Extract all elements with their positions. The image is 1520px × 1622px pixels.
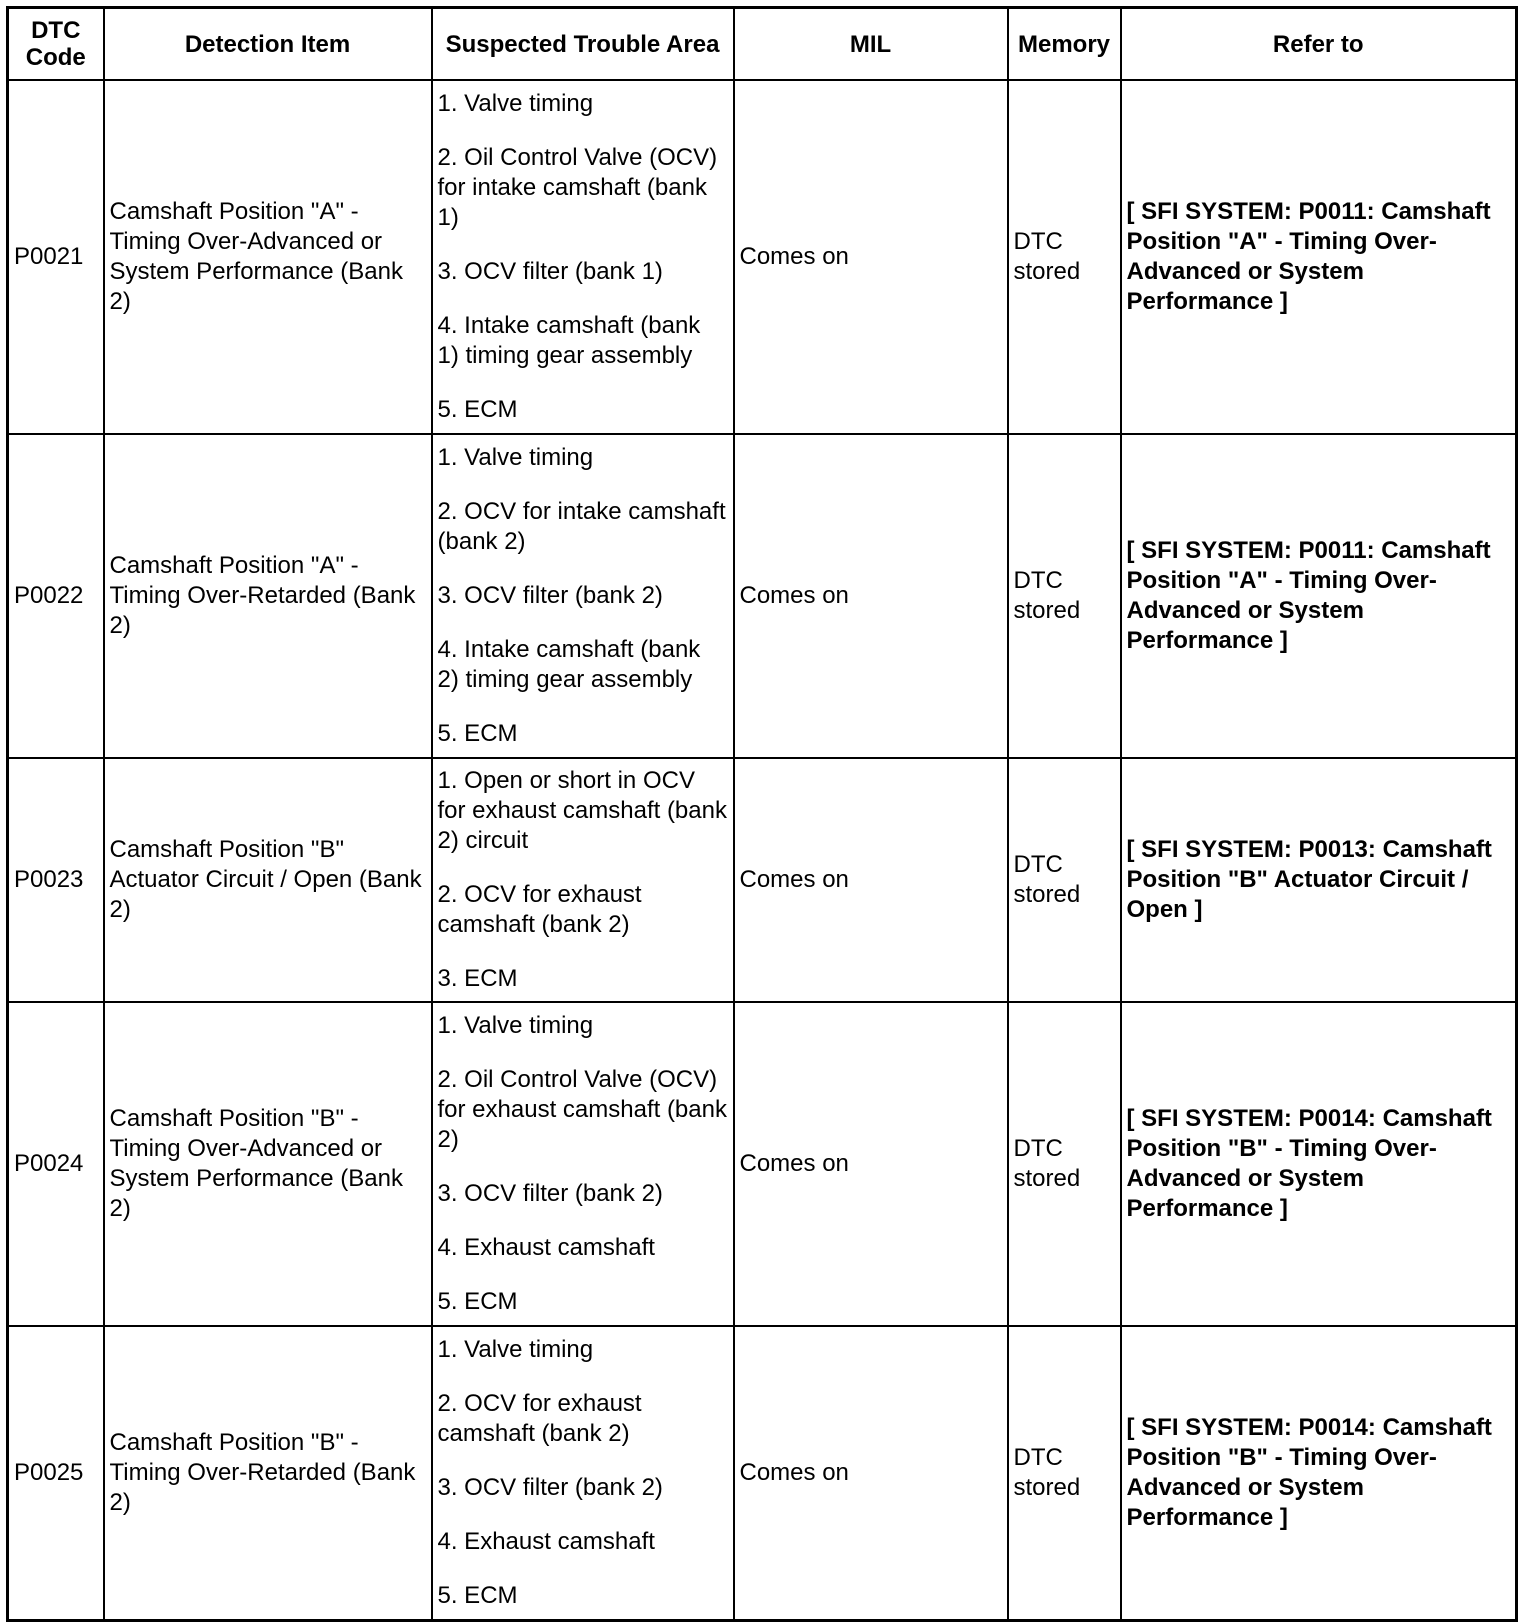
detection-item-cell: Camshaft Position "A" - Timing Over-Retarded (Bank 2) [104,434,432,758]
trouble-area-cell [432,80,734,434]
dtc-code-cell: P0025 [8,1326,104,1621]
trouble-area-item: 5. ECM [437,720,518,747]
mil-cell: Comes on [734,434,1008,758]
detection-item-cell: Camshaft Position "B" Actuator Circuit / Open (Bank 2) [104,758,432,1002]
detection-item-cell: Camshaft Position "B" - Timing Over-Advanced or System Performance (Bank 2) [104,1002,432,1326]
trouble-area-item: 3. OCV filter (bank 2) [437,1180,663,1207]
header-suspected-trouble-area: Suspected Trouble Area [432,8,734,81]
refer-to-cell: [ SFI SYSTEM: P0013: Camshaft Position "B" Actuator Circuit / Open ] [1121,758,1517,1002]
trouble-area-item: 2. OCV for exhaust camshaft (bank 2) [437,1390,642,1447]
trouble-area-item: 1. Valve timing [437,90,594,117]
trouble-area-item: 2. Oil Control Valve (OCV) for exhaust camshaft (bank 2) [437,1066,727,1153]
memory-cell: DTC stored [1008,1326,1121,1621]
trouble-area-item: 1. Valve timing [437,444,594,471]
trouble-area-cell [432,434,734,758]
header-memory: Memory [1008,8,1121,81]
trouble-area-item: 1. Open or short in OCV for exhaust camshaft (bank 2) circuit [437,767,727,854]
trouble-area-cell [432,1002,734,1326]
trouble-area-cell [432,1326,734,1621]
dtc-table-wrapper [6,6,1518,1622]
trouble-area-cell [432,758,734,1002]
header-dtc-code: DTC Code [8,8,104,81]
dtc-code-cell: P0024 [8,1002,104,1326]
trouble-area-item: 4. Intake camshaft (bank 2) timing gear assembly [437,636,701,693]
dtc-table [6,6,1518,1622]
trouble-area-item: 2. OCV for exhaust camshaft (bank 2) [437,881,642,938]
trouble-area-item: 4. Exhaust camshaft [437,1234,655,1261]
mil-cell: Comes on [734,758,1008,1002]
trouble-area-item: 4. Exhaust camshaft [437,1528,655,1555]
dtc-code-cell: P0023 [8,758,104,1002]
memory-cell: DTC stored [1008,434,1121,758]
trouble-area-item: 2. Oil Control Valve (OCV) for intake camshaft (bank 1) [437,144,718,231]
header-mil: MIL [734,8,1008,81]
header-detection-item: Detection Item [104,8,432,81]
trouble-area-item: 2. OCV for intake camshaft (bank 2) [437,498,726,555]
trouble-area-item: 5. ECM [437,1288,518,1315]
refer-to-cell: [ SFI SYSTEM: P0011: Camshaft Position "A" - Timing Over-Advanced or System Performance ] [1121,434,1517,758]
dtc-code-cell: P0022 [8,434,104,758]
memory-cell: DTC stored [1008,80,1121,434]
trouble-area-item: 3. OCV filter (bank 2) [437,1474,663,1501]
mil-cell: Comes on [734,1002,1008,1326]
mil-cell: Comes on [734,1326,1008,1621]
mil-cell: Comes on [734,80,1008,434]
memory-cell: DTC stored [1008,1002,1121,1326]
header-refer-to: Refer to [1121,8,1517,81]
table-row [8,758,1517,1002]
table-header-row [8,8,1517,81]
table-row [8,434,1517,758]
table-row [8,80,1517,434]
trouble-area-item: 5. ECM [437,396,518,423]
trouble-area-item: 3. ECM [437,965,518,992]
detection-item-cell: Camshaft Position "B" - Timing Over-Retarded (Bank 2) [104,1326,432,1621]
trouble-area-item: 1. Valve timing [437,1012,594,1039]
trouble-area-item: 3. OCV filter (bank 2) [437,582,663,609]
refer-to-cell: [ SFI SYSTEM: P0011: Camshaft Position "A" - Timing Over-Advanced or System Performance ] [1121,80,1517,434]
detection-item-cell: Camshaft Position "A" - Timing Over-Advanced or System Performance (Bank 2) [104,80,432,434]
trouble-area-item: 5. ECM [437,1582,518,1609]
trouble-area-item: 1. Valve timing [437,1336,594,1363]
refer-to-cell: [ SFI SYSTEM: P0014: Camshaft Position "B" - Timing Over-Advanced or System Performance ] [1121,1326,1517,1621]
table-row [8,1326,1517,1621]
memory-cell: DTC stored [1008,758,1121,1002]
dtc-code-cell: P0021 [8,80,104,434]
trouble-area-item: 3. OCV filter (bank 1) [437,258,663,285]
refer-to-cell: [ SFI SYSTEM: P0014: Camshaft Position "B" - Timing Over-Advanced or System Performance ] [1121,1002,1517,1326]
table-row [8,1002,1517,1326]
trouble-area-item: 4. Intake camshaft (bank 1) timing gear assembly [437,312,701,369]
